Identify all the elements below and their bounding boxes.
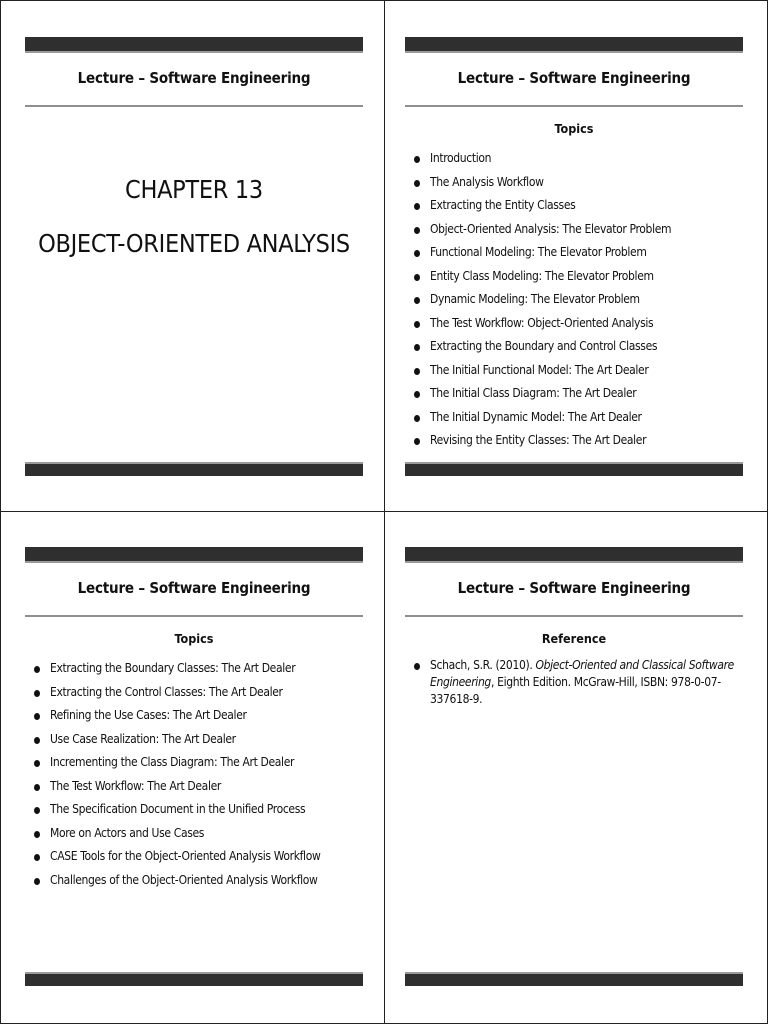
list-item [34,657,360,681]
list-item [34,751,360,775]
list-item-text: The Initial Dynamic Model: The Art Dealer [430,409,642,424]
bullet-icon [414,227,420,234]
list-item-text: CASE Tools for the Object-Oriented Analysis Workflow [50,849,321,863]
slide-header: Lecture – Software Engineering [77,579,311,597]
reference-author: Schach, S.R. (2010). [430,658,533,672]
slide-header: Lecture – Software Engineering [457,69,691,87]
list-item [414,288,740,312]
bullet-icon [34,666,40,673]
list-item [414,265,740,289]
bullet-icon [34,807,40,814]
topics-list [34,657,360,892]
bullet-icon [34,737,40,744]
bullet-icon [414,391,420,398]
list-item-text: Object-Oriented Analysis: The Elevator Problem [430,221,672,236]
list-item-text: Extracting the Boundary and Control Classes [430,339,658,353]
list-item-text: Introduction [430,151,492,165]
bullet-icon [414,368,420,375]
topics-list [414,147,740,453]
list-item-text: Refining the Use Cases: The Art Dealer [50,708,247,722]
bullet-icon [34,854,40,861]
list-item-text: The Specification Document in the Unified Process [50,802,306,816]
list-item [34,822,360,846]
list-item [34,704,360,728]
slide-bottom-bar [25,462,363,476]
slide-top-bar [25,547,363,563]
section-title: Reference [541,631,607,646]
list-item-text: Dynamic Modeling: The Elevator Problem [430,292,640,306]
list-item-text: Extracting the Entity Classes [430,198,576,212]
list-item [34,681,360,705]
list-item [34,798,360,822]
list-item-text: Challenges of the Object-Oriented Analysis Workflow [50,872,318,887]
slide-top-bar [405,37,743,53]
list-item-text: The Analysis Workflow [430,174,544,189]
slide-2 [405,37,743,477]
bullet-icon [414,203,420,210]
list-item [414,382,740,406]
slide-bottom-bar [25,972,363,986]
bullet-icon [414,438,420,445]
chapter-number: CHAPTER 13 [125,175,263,204]
reference-details: , Eighth Edition. McGraw-Hill, ISBN: 978-0-07-337618-9. [430,675,721,706]
list-item-text: Entity Class Modeling: The Elevator Problem [430,268,654,283]
list-item-text: The Initial Class Diagram: The Art Dealer [430,386,637,400]
header-rule [25,105,363,107]
slide-top-bar [25,37,363,53]
list-item [34,728,360,752]
bullet-icon [414,415,420,422]
slide-header: Lecture – Software Engineering [77,69,311,87]
list-item-text: Functional Modeling: The Elevator Problem [430,245,647,259]
grid-divider-vertical [384,0,385,1024]
bullet-icon [34,831,40,838]
bullet-icon [414,156,420,163]
list-item [414,194,740,218]
slide-bottom-bar [405,972,743,986]
list-item [34,775,360,799]
bullet-icon [414,274,420,281]
list-item [414,312,740,336]
list-item [34,869,360,893]
slide-header: Lecture – Software Engineering [457,579,691,597]
bullet-icon [414,180,420,187]
list-item [414,406,740,430]
section-title: Topics [174,631,214,646]
chapter-title: OBJECT-ORIENTED ANALYSIS [38,229,350,258]
bullet-icon [414,250,420,257]
list-item [414,359,740,383]
list-item [414,241,740,265]
slide-1 [25,37,363,477]
header-rule [25,615,363,617]
list-item-text: Extracting the Boundary Classes: The Art Dealer [50,661,296,675]
slide-bottom-bar [405,462,743,476]
list-item [414,171,740,195]
bullet-icon [34,760,40,767]
bullet-icon [34,784,40,791]
slide-top-bar [405,547,743,563]
slide-4 [405,547,743,987]
bullet-icon [414,344,420,351]
list-item-text: The Test Workflow: Object-Oriented Analysis [430,315,654,330]
bullet-icon [414,297,420,304]
list-item-text: Use Case Realization: The Art Dealer [50,731,236,746]
list-item-text: The Test Workflow: The Art Dealer [50,778,221,793]
header-rule [405,105,743,107]
section-title: Topics [554,121,594,136]
header-rule [405,615,743,617]
grid-divider-horizontal [0,511,768,512]
list-item-text: Extracting the Control Classes: The Art Dealer [50,684,283,699]
list-item [414,335,740,359]
list-item-text: The Initial Functional Model: The Art Dealer [430,362,649,377]
list-item-text: Incrementing the Class Diagram: The Art Dealer [50,755,295,769]
reference-entry [414,657,740,708]
list-item-text: More on Actors and Use Cases [50,825,205,840]
list-item [414,429,740,453]
list-item [414,218,740,242]
slide-3 [25,547,363,987]
list-item [34,845,360,869]
bullet-icon [414,663,420,670]
bullet-icon [414,321,420,328]
bullet-icon [34,690,40,697]
bullet-icon [34,878,40,885]
list-item-text: Revising the Entity Classes: The Art Dealer [430,433,647,447]
bullet-icon [34,713,40,720]
reference-title: Object-Oriented and Classical Software Engineering [430,658,734,689]
list-item [414,147,740,171]
